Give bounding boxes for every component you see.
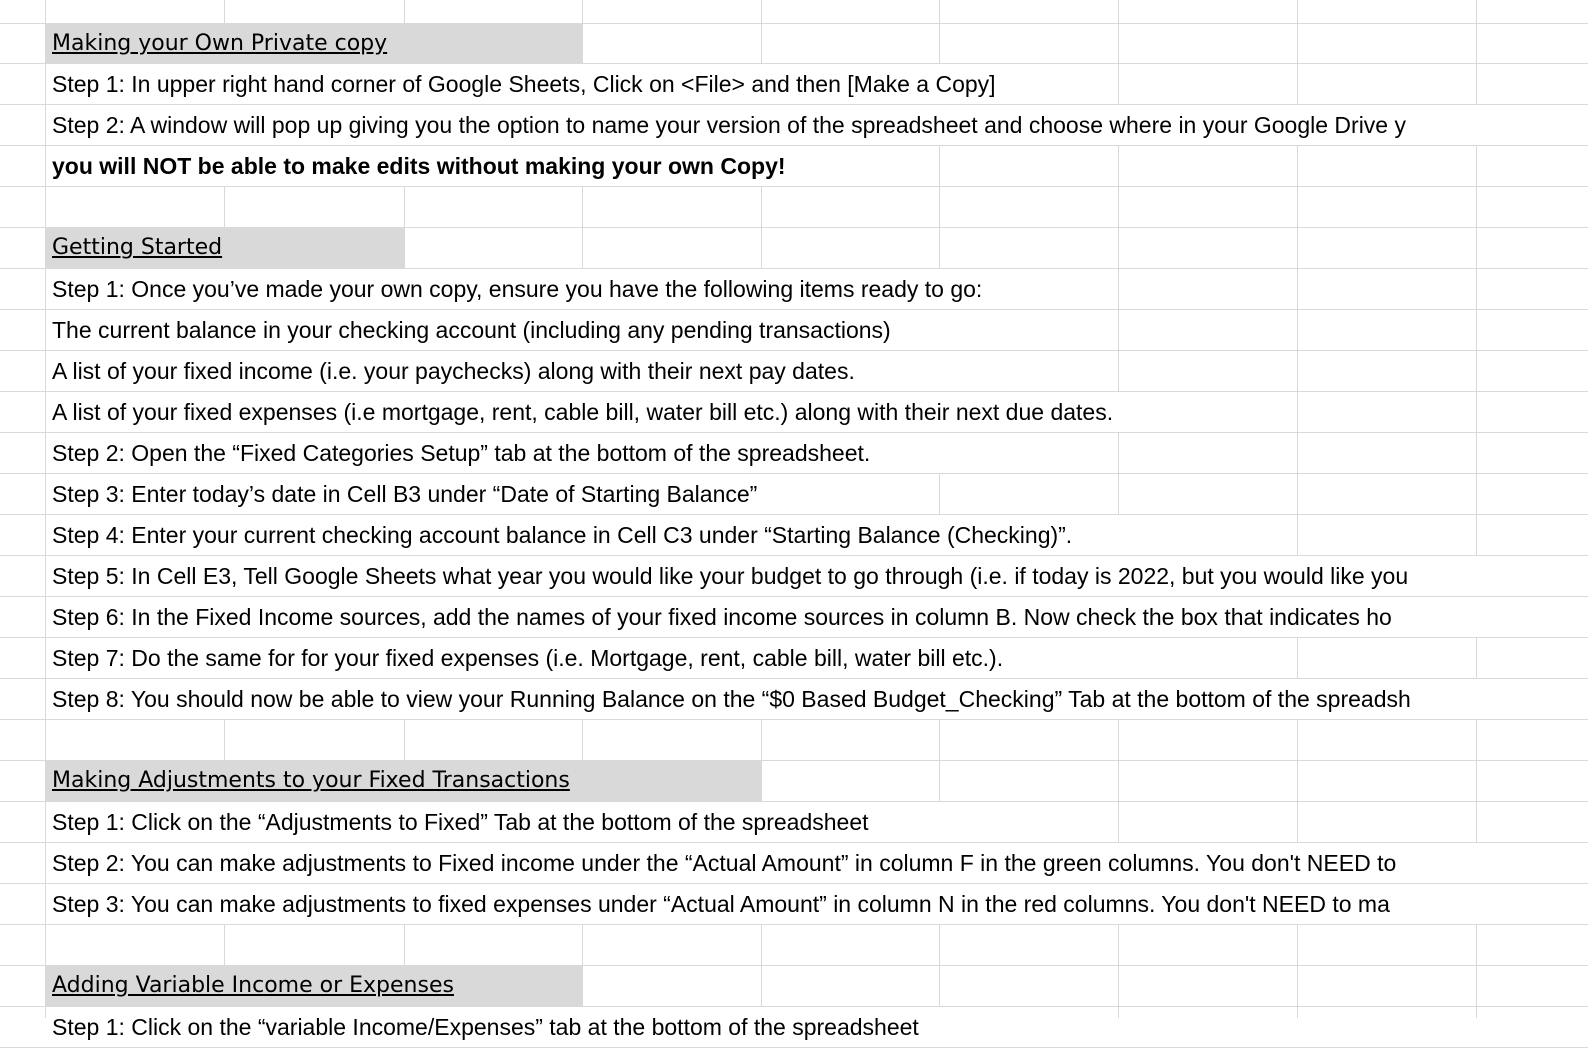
sheet-row[interactable] — [0, 1007, 1588, 1048]
instruction-cell[interactable]: Step 3: You can make adjustments to fixed expenses under “Actual Amount” in column N in the red columns. You don't NEED to ma — [46, 884, 1588, 924]
sheet-row[interactable] — [0, 802, 1588, 843]
instruction-cell[interactable]: Step 8: You should now be able to view your Running Balance on the “$0 Based Budget_Checking” Tab at the bottom of the spreadsh — [46, 679, 1588, 719]
instruction-cell[interactable]: Step 5: In Cell E3, Tell Google Sheets what year you would like your budget to go through (i.e. if today is 2022, but you would like you — [46, 556, 1588, 596]
sheet-row[interactable] — [0, 556, 1588, 597]
instruction-cell[interactable]: Step 3: Enter today’s date in Cell B3 under “Date of Starting Balance” — [46, 474, 939, 514]
sheet-row[interactable] — [0, 515, 1588, 556]
instruction-cell[interactable]: Step 1: In upper right hand corner of Google Sheets, Click on <File> and then [Make a Copy] — [46, 64, 1118, 104]
sheet-row[interactable] — [0, 351, 1588, 392]
warning-cell[interactable]: you will NOT be able to make edits without making your own Copy! — [46, 146, 939, 186]
instruction-cell[interactable]: Step 2: A window will pop up giving you the option to name your version of the spreadsheet and choose where in your Google Drive y — [46, 105, 1588, 145]
instruction-cell[interactable]: Step 2: You can make adjustments to Fixed income under the “Actual Amount” in column F in the green columns. You don't NEED to — [46, 843, 1588, 883]
instruction-cell[interactable]: Step 1: Click on the “Adjustments to Fixed” Tab at the bottom of the spreadsheet — [46, 802, 1118, 842]
sheet-row[interactable] — [0, 392, 1588, 433]
sheet-row[interactable] — [0, 310, 1588, 351]
section-header-cell[interactable]: Making Adjustments to your Fixed Transactions — [46, 761, 761, 801]
sheet-row[interactable] — [0, 105, 1588, 146]
instruction-cell[interactable]: Step 4: Enter your current checking account balance in Cell C3 under “Starting Balance (Checking)”. — [46, 515, 1297, 555]
instruction-cell[interactable]: Step 7: Do the same for for your fixed expenses (i.e. Mortgage, rent, cable bill, water bill etc.). — [46, 638, 1297, 678]
sheet-row[interactable] — [0, 638, 1588, 679]
sheet-row[interactable] — [0, 597, 1588, 638]
sheet-row[interactable] — [0, 433, 1588, 474]
instruction-cell[interactable]: The current balance in your checking account (including any pending transactions) — [46, 310, 1118, 350]
instruction-cell[interactable]: Step 1: Click on the “variable Income/Expenses” tab at the bottom of the spreadsheet — [46, 1007, 1118, 1047]
instruction-cell[interactable]: Step 1: Once you’ve made your own copy, ensure you have the following items ready to go: — [46, 269, 1118, 309]
sheet-row[interactable] — [0, 474, 1588, 515]
section-header-cell[interactable]: Adding Variable Income or Expenses — [46, 966, 582, 1006]
sheet-row[interactable] — [0, 23, 1588, 64]
sheet-row-empty[interactable] — [0, 925, 1588, 966]
instruction-cell[interactable]: Step 6: In the Fixed Income sources, add the names of your fixed income sources in column B. Now check the box that indicates ho — [46, 597, 1588, 637]
instruction-cell[interactable]: A list of your fixed expenses (i.e mortgage, rent, cable bill, water bill etc.) along with their next due dates. — [46, 392, 1297, 432]
sheet-row[interactable] — [0, 761, 1588, 802]
sheet-row[interactable] — [0, 269, 1588, 310]
instruction-cell[interactable]: A list of your fixed income (i.e. your paychecks) along with their next pay dates. — [46, 351, 1118, 391]
instruction-cell[interactable]: Step 2: Open the “Fixed Categories Setup” tab at the bottom of the spreadsheet. — [46, 433, 1118, 473]
sheet-row[interactable] — [0, 843, 1588, 884]
section-header-cell[interactable]: Getting Started — [46, 228, 404, 268]
sheet-row-empty[interactable] — [0, 187, 1588, 228]
sheet-row[interactable] — [0, 679, 1588, 720]
sheet-row-empty[interactable] — [0, 720, 1588, 761]
sheet-row[interactable] — [0, 146, 1588, 187]
sheet-row[interactable] — [0, 966, 1588, 1007]
sheet-row[interactable] — [0, 884, 1588, 925]
sheet-row[interactable] — [0, 228, 1588, 269]
sheet-row[interactable] — [0, 64, 1588, 105]
section-header-cell[interactable]: Making your Own Private copy — [46, 24, 582, 64]
